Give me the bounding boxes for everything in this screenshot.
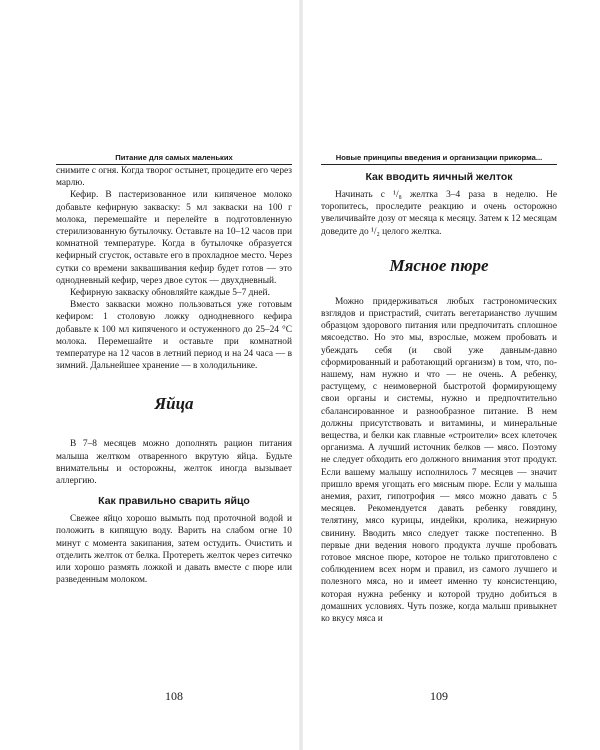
- left-running-head: Питание для самых маленьких: [56, 153, 292, 165]
- book-spine: [299, 0, 303, 750]
- left-page: [56, 153, 292, 703]
- page-number: 108: [165, 689, 183, 703]
- paragraph: Кефирную закваску обновляйте каждые 5–7 дней.: [70, 288, 270, 299]
- subsection-title: Как вводить яичный желток: [365, 171, 513, 183]
- subsection-title: Как правильно сварить яйцо: [98, 495, 250, 508]
- section-title: Мясное пюре: [389, 255, 489, 275]
- right-page: [321, 153, 557, 703]
- section-title: Яйца: [154, 394, 194, 414]
- paragraph: Кефир. В пастеризованное или кипяченое молоко добавьте кефирную закваску: 5 мл закваски на 100 г молока, перемешайте и перелейте в подготовленную стерилизованную бутылочку. Оставьте на 10–12 часов при комнатной температуре. Когда в бутылочке образуется кефирный сгусток, оставьте его в прохладное место. Через сутки со времени заквашивания кефир будет готов — это однодневный кефир, через двое суток — двухдневный.: [56, 190, 292, 286]
- paragraph: Можно придерживаться любых гастрономических взглядов и пристрастий, считать вегетарианство лучшим образцом здорового питания или предпочитать сплошное мясоедство. Но это мы, взрослые, можем пробовать и убеждать себя (и свой уже давным-давно сформированный и работающий организм) в том, что, по-нашему, нам нужно и что — не очень. А ребенку, растущему, с неимоверной быстротой формирующему свои органы и системы, нужно и предпочтительно сбалансированное и разнообразное питание. В нем должны присутствовать и витамины, и минеральные вещества, и белки как главные «строители» всех клеточек организма. А лучший источник белков — мясо. Поэтому не следует обходить его должного внимания этот продукт. Если вашему малышу исполнилось 7 месяцев — значит пришло время угощать его мясным пюре. Если у малыша анемия, рахит, гипотрофия — мясо можно давать с 5 месяцев. Рекомендуется давать ребенку говядину, телятину, мясо курицы, индейки, кролика, нежирную свинину. Вводить мясо следует также постепенно. В первые дни ведения нового продукта лучше пробовать готовое мясное пюре, которое не только приготовлено с соблюдением всех норм и правил, из самого лучшего и полезного мяса, но и имеет именно ту консистенцию, которая нужна ребенку и которой трудно добиться в домашних условиях. Чуть позже, когда малыш привыкнет ко вкусу мяса и: [321, 296, 557, 625]
- paragraph: снимите с огня. Когда творог остынет, процедите его через марлю.: [56, 166, 292, 189]
- right-running-head: Новые принципы введения и организации прикорма...: [321, 153, 557, 165]
- paragraph: В 7–8 месяцев можно дополнять рацион питания малыша желтком отваренного вкрутую яйца. Будьте внимательны и осторожны, желток иногда вызывает аллергию.: [56, 439, 292, 487]
- page-number: 109: [430, 689, 448, 703]
- paragraph: Начинать с ¹/₈ желтка 3–4 раза в неделю. Не торопитесь, проследите реакцию и очень осторожно увеличивайте дозу от месяца к месяцу. Затем к 12 месяцам доведите до ¹/₂ целого желтка.: [321, 190, 557, 237]
- right-body: [321, 171, 557, 625]
- left-body: [56, 165, 292, 586]
- paragraph: Вместо закваски можно пользоваться уже готовым кефиром: 1 столовую ложку однодневного кефира добавьте к 100 мл кипяченого и остуженного до 25–24 °С молока. Перемешайте и оставьте при комнатной температуре на 12 часов в летний период и на 24 часа — в зимний. Дальнейшее хранение — в холодильнике.: [56, 300, 292, 372]
- paragraph: Свежее яйцо хорошо вымыть под проточной водой и положить в кипящую воду. Варить на слабом огне 10 минут с момента закипания, затем остудить. Очистить и отделить желток от белка. Протереть желток через ситечко или хорошо размять ложкой и давать вместе с пюре или разведенным молоком.: [56, 514, 292, 586]
